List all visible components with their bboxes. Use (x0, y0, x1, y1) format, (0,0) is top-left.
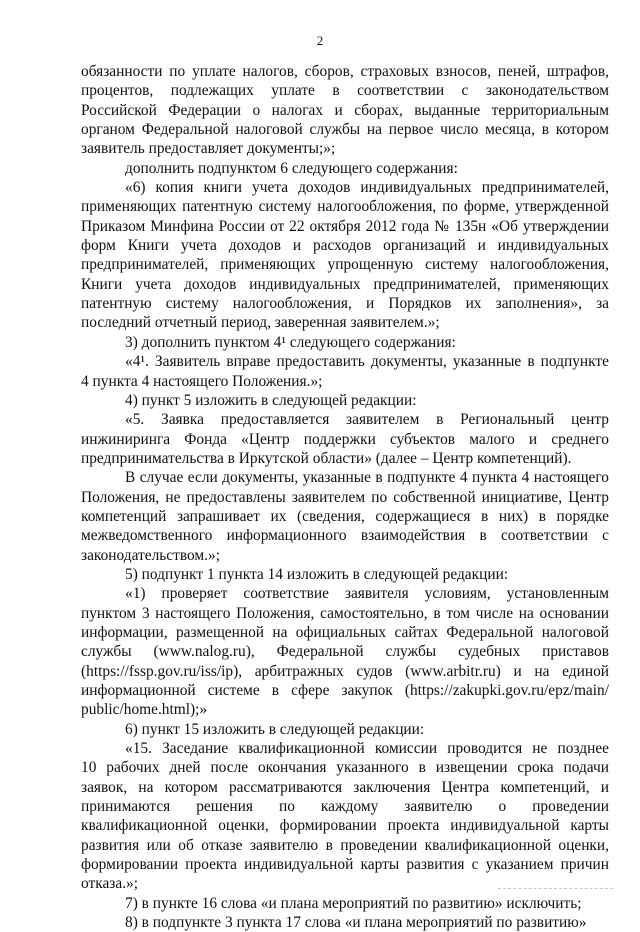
text-line: 7) в пункте 16 слова «и плана мероприятий по развитию» исключить; (125, 894, 582, 912)
text-line: органом Федеральной налоговой службы на первое число месяца, в котором (81, 121, 609, 139)
text-line: инжиниринга Фонда «Центр поддержки субъектов малого и среднего (81, 430, 609, 448)
text-line: обязанности по уплате налогов, сборов, страховых взносов, пеней, штрафов, (81, 63, 609, 80)
text-line: пунктом 3 настоящего Положения, самостоятельно, в том числе на основании (81, 604, 609, 622)
document-body (81, 62, 609, 932)
text-line: компетенций запрашивает их (сведения, содержащиеся в них) в порядке (81, 507, 609, 525)
text-line: Российской Федерации о налогах и сборах, выданные территориальным (81, 101, 609, 119)
text-line: форм Книги учета доходов и расходов организаций и индивидуальных (81, 237, 609, 255)
text-line: службы (www.nalog.ru), Федеральной службы судебных приставов (81, 643, 609, 661)
text-line: патентную систему налогообложения, и Порядков их заполнения», за (81, 295, 609, 313)
text-line: «6) копия книги учета доходов индивидуальных предпринимателей, (125, 179, 609, 197)
text-line: развития или об отказе заявителю в проведении квалификационной оценки, (81, 836, 609, 854)
text-line: 10 рабочих дней после окончания указанного в извещении срока подачи (81, 759, 609, 777)
text-line: В случае если документы, указанные в подпункте 4 пункта 4 настоящего (125, 469, 609, 487)
text-line: «1) проверяет соответствие заявителя условиям, установленным (125, 585, 609, 603)
text-line: применяющих патентную систему налогообложения, по форме, утвержденной (81, 198, 609, 216)
text-line: заявок, на котором рассматриваются заключения Центра компетенций, и (81, 778, 609, 796)
text-line: принимаются решения по каждому заявителю о проведении (81, 798, 609, 816)
text-line: заявитель предоставляет документы;»; (81, 140, 336, 158)
text-line: Книги учета доходов индивидуальных предпринимателей, применяющих (81, 275, 609, 293)
text-line: информации, размещенной на официальных сайтах Федеральной налоговой (81, 623, 609, 641)
text-line: дополнить подпунктом 6 следующего содержания: (125, 159, 458, 177)
text-line: предпринимателей, применяющих упрощенную систему налогообложения, (81, 256, 609, 274)
text-line: Приказом Минфина России от 22 октября 2012 года № 135н «Об утверждении (81, 217, 609, 235)
text-line: 4) пункт 5 изложить в следующей редакции: (125, 391, 417, 409)
text-line: 8) в подпункте 3 пункта 17 слова «и плана мероприятий по развитию» (125, 914, 587, 932)
text-line: межведомственного информационного взаимодействия в соответствии с (81, 527, 609, 545)
text-line: public/home.html);» (81, 701, 208, 719)
text-line: квалификационной оценки, формировании проекта индивидуальной карты (81, 817, 609, 835)
text-line: «15. Заседание квалификационной комиссии проводится не позднее (125, 740, 609, 758)
text-line: предпринимательства в Иркутской области» (далее – Центр компетенций). (81, 449, 572, 467)
text-line: Положения, не предоставлены заявителем по собственной инициативе, Центр (81, 488, 609, 506)
text-line: (https://fssp.gov.ru/iss/ip), арбитражных судов (www.arbitr.ru) и на единой (81, 662, 609, 680)
page-number: 2 (316, 33, 324, 48)
text-line: последний отчетный период, заверенная заявителем.»; (81, 314, 440, 332)
text-line: 4 пункта 4 настоящего Положения.»; (81, 372, 323, 390)
text-line: формировании проекта индивидуальной карты развития с указанием причин (81, 856, 609, 874)
text-line: «4¹. Заявитель вправе предоставить документы, указанные в подпункте (125, 353, 609, 371)
scan-artifact (498, 888, 613, 891)
text-line: процентов, подлежащих уплате в соответствии с законодательством (81, 82, 609, 100)
text-line: информационной системе в сфере закупок (https://zakupki.gov.ru/epz/main/ (81, 682, 609, 699)
text-line: законодательством.»; (81, 546, 220, 564)
text-line: 5) подпункт 1 пункта 14 изложить в следующей редакции: (125, 565, 509, 583)
text-line: «5. Заявка предоставляется заявителем в Региональный центр (125, 411, 609, 429)
text-line: 3) дополнить пунктом 4¹ следующего содержания: (125, 333, 456, 351)
text-line: отказа.»; (81, 875, 139, 893)
text-line: 6) пункт 15 изложить в следующей редакции: (125, 720, 425, 738)
